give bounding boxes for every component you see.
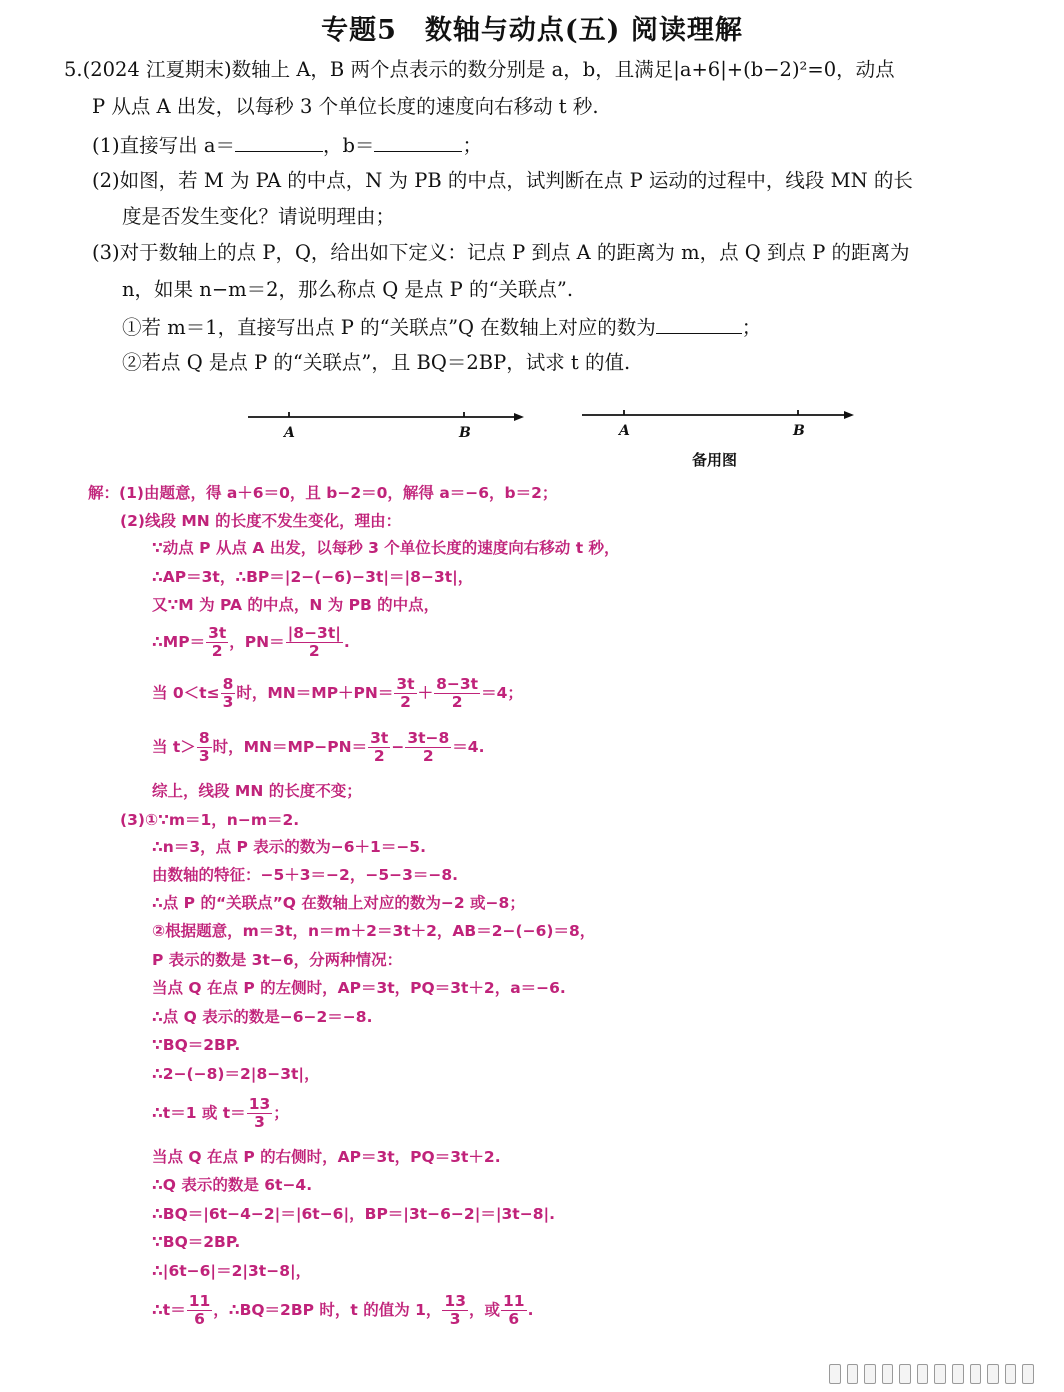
fraction [368, 730, 390, 765]
scroll-segment-icon [952, 1364, 964, 1384]
solution-line-6 [152, 625, 350, 660]
question-1-end: ； [462, 134, 482, 157]
solution-line-9: 综上，线段 MN 的长度不变； [152, 782, 362, 800]
fraction-denominator: 2 [422, 747, 434, 765]
fraction-numerator: 11 [188, 1292, 211, 1310]
solution-text: . [527, 1301, 534, 1319]
solution-line-20 [152, 1096, 289, 1131]
number-line-2-label-b: B [793, 423, 805, 439]
scroll-segment-icon [970, 1364, 982, 1384]
problem-intro-line1: 5.(2024 江夏期末)数轴上 A，B 两个点表示的数分别是 a，b，且满足|a+6|+(b−2)²=0，动点 [64, 58, 895, 81]
fraction-numerator: 13 [444, 1292, 466, 1310]
solution-text: 时，MN＝MP＋PN＝ [236, 684, 394, 702]
scroll-segment-icon [864, 1364, 876, 1384]
fraction-numerator: 8 [222, 675, 234, 693]
solution-text: ＋ [417, 684, 434, 702]
fraction-numerator: 13 [248, 1095, 271, 1113]
solution-text: ＝4； [481, 684, 523, 702]
solution-line-19: ∴2−(−8)＝2|8−3t|， [152, 1065, 320, 1083]
question-1-prefix: (1)直接写出 a＝ [92, 134, 235, 157]
scroll-segment-icon [934, 1364, 946, 1384]
solution-line-14: ②根据题意，m＝3t，n＝m＋2＝3t＋2，AB＝2−(−6)＝8， [152, 922, 596, 940]
solution-line-8 [152, 730, 484, 765]
fraction-numerator: 8 [198, 729, 210, 747]
number-line-1-arrow-icon [514, 413, 524, 421]
question-3-sub1 [122, 313, 761, 342]
solution-line-25: ∴|6t−6|＝2|3t−8|， [152, 1262, 312, 1280]
solution-line-11: ∴n＝3，点 P 表示的数为−6＋1＝−5. [152, 838, 426, 856]
fraction-denominator: 3 [449, 1310, 461, 1328]
fraction-denominator: 3 [222, 693, 234, 711]
scroll-segment-icon [899, 1364, 911, 1384]
figure-caption: 备用图 [692, 451, 738, 469]
question-3-sub2: ②若点 Q 是点 P 的“关联点”，且 BQ＝2BP，试求 t 的值. [122, 351, 631, 374]
question-2-line2: 度是否发生变化？请说明理由； [122, 205, 396, 228]
question-1-mid: ，b＝ [322, 134, 375, 157]
number-line-2-label-a: A [619, 423, 630, 439]
fraction [197, 730, 212, 765]
solution-text: ∴t＝1 或 t＝ [152, 1104, 246, 1122]
solution-line-24: ∵BQ＝2BP. [152, 1233, 241, 1251]
solution-line-17: ∴点 Q 表示的数是−6−2＝−8. [152, 1008, 373, 1026]
solution-line-3: ∵动点 P 从点 A 出发，以每秒 3 个单位长度的速度向右移动 t 秒， [152, 539, 620, 557]
question-3-line1: (3)对于数轴上的点 P，Q，给出如下定义：记点 P 到点 A 的距离为 m，点 Q 到点 P 的距离为 [92, 241, 910, 264]
fraction-denominator: 2 [373, 747, 385, 765]
solution-text: ； [273, 1104, 289, 1122]
page-scroll-indicator[interactable] [829, 1364, 1034, 1384]
number-line-1-label-b: B [459, 425, 471, 441]
fraction-numerator: 3t [370, 729, 389, 747]
solution-text: ∴MP＝ [152, 633, 206, 651]
solution-text: ，或 [468, 1301, 500, 1319]
answer-blank-q[interactable] [656, 313, 742, 334]
fraction-numerator: 3t [396, 675, 415, 693]
fraction-denominator: 2 [211, 642, 223, 660]
solution-text: − [391, 738, 405, 756]
solution-line-10: (3)①∵m＝1，n−m＝2. [120, 811, 300, 829]
solution-line-4: ∴AP＝3t，∴BP＝|2−(−6)−3t|＝|8−3t|， [152, 568, 474, 586]
solution-line-16: 当点 Q 在点 P 的左侧时，AP＝3t，PQ＝3t＋2，a＝−6. [152, 979, 566, 997]
fraction-denominator: 6 [194, 1310, 205, 1328]
fraction [442, 1293, 468, 1328]
scroll-segment-icon [917, 1364, 929, 1384]
page-title: 专题5 数轴与动点(五) 阅读理解 [321, 15, 743, 46]
scroll-segment-icon [1005, 1364, 1017, 1384]
question-3-line2: n，如果 n−m＝2，那么称点 Q 是点 P 的“关联点”. [122, 278, 574, 301]
scroll-segment-icon [987, 1364, 999, 1384]
fraction-denominator: 2 [400, 693, 411, 711]
solution-text: ＝4. [452, 738, 485, 756]
solution-line-22: ∴Q 表示的数是 6t−4. [152, 1176, 313, 1194]
solution-line-26 [152, 1293, 533, 1328]
fraction-numerator: |8−3t| [287, 624, 341, 642]
scroll-segment-icon [882, 1364, 894, 1384]
fraction-denominator: 2 [451, 693, 463, 711]
question-3-sub1-end: ； [741, 316, 762, 339]
solution-text: 时，MN＝MP−PN＝ [212, 738, 368, 756]
number-line-2 [574, 403, 864, 429]
solution-line-15: P 表示的数是 3t−6，分两种情况： [152, 951, 403, 969]
solution-line-13: ∴点 P 的“关联点”Q 在数轴上对应的数为−2 或−8； [152, 894, 525, 912]
fraction-numerator: 8−3t [436, 675, 479, 693]
scroll-segment-icon [829, 1364, 841, 1384]
fraction [501, 1293, 527, 1328]
fraction-denominator: 3 [254, 1113, 265, 1131]
question-1 [92, 131, 482, 160]
fraction [434, 676, 480, 711]
solution-text: ，PN＝ [229, 633, 285, 651]
solution-text: ∴t＝ [152, 1301, 186, 1319]
question-3-sub1-text: ①若 m＝1，直接写出点 P 的“关联点”Q 在数轴上对应的数为 [122, 316, 656, 339]
fraction [221, 676, 236, 711]
fraction-denominator: 3 [198, 747, 210, 765]
fraction-numerator: 3t [208, 624, 227, 642]
answer-blank-a[interactable] [235, 131, 323, 152]
scroll-segment-icon [847, 1364, 859, 1384]
solution-line-1: 解：(1)由题意，得 a＋6＝0，且 b−2＝0，解得 a＝−6，b＝2； [88, 484, 558, 502]
solution-text: . [343, 633, 350, 651]
fraction [187, 1293, 213, 1328]
solution-text: 当 t＞ [152, 738, 196, 756]
fraction-denominator: 6 [508, 1310, 520, 1328]
answer-blank-b[interactable] [374, 131, 462, 152]
solution-line-18: ∵BQ＝2BP. [152, 1036, 241, 1054]
solution-line-2: (2)线段 MN 的长度不发生变化，理由： [120, 512, 402, 530]
fraction-denominator: 2 [308, 642, 320, 660]
fraction [247, 1096, 273, 1131]
solution-text: ，∴BQ＝2BP 时，t 的值为 1， [213, 1301, 442, 1319]
solution-line-12: 由数轴的特征：−5＋3＝−2，−5−3＝−8. [152, 866, 459, 884]
question-2-line1: (2)如图，若 M 为 PA 的中点，N 为 PB 的中点，试判断在点 P 运动的过程中，线段 MN 的长 [92, 169, 913, 192]
solution-line-21: 当点 Q 在点 P 的右侧时，AP＝3t，PQ＝3t＋2. [152, 1148, 501, 1166]
fraction-numerator: 3t−8 [407, 729, 450, 747]
scroll-segment-icon [1022, 1364, 1034, 1384]
solution-line-23: ∴BQ＝|6t−4−2|＝|6t−6|，BP＝|3t−6−2|＝|3t−8|. [152, 1205, 556, 1223]
fraction [394, 676, 416, 711]
fraction-numerator: 11 [503, 1292, 525, 1310]
fraction [286, 625, 343, 660]
number-line-1-label-a: A [284, 425, 295, 441]
fraction [206, 625, 228, 660]
solution-line-5: 又∵M 为 PA 的中点，N 为 PB 的中点， [152, 596, 440, 614]
solution-line-7 [152, 676, 523, 711]
problem-intro-line2: P 从点 A 出发，以每秒 3 个单位长度的速度向右移动 t 秒. [92, 95, 599, 118]
number-line-2-arrow-icon [844, 411, 854, 419]
solution-text: 当 0＜t≤ [152, 684, 220, 702]
fraction [405, 730, 451, 765]
